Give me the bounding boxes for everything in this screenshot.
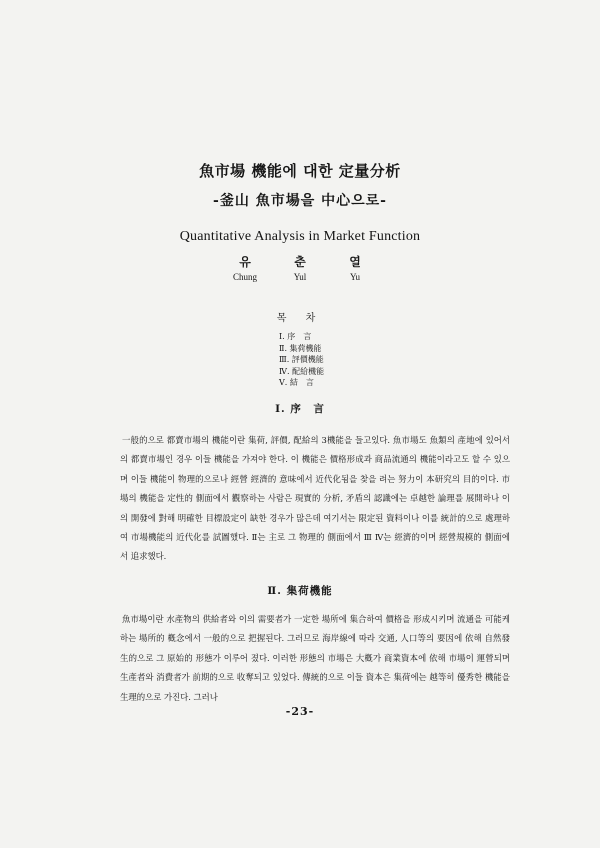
paper-subtitle: -釜山 魚市場을 中心으로- bbox=[213, 193, 387, 209]
author-name-romanized bbox=[0, 272, 600, 282]
toc-item: Ⅲ. 評價機能 bbox=[279, 355, 324, 364]
section-body-collection-function bbox=[120, 610, 510, 707]
section-heading-collection-function: Ⅱ. 集荷機能 bbox=[267, 585, 333, 597]
toc-item: Ⅰ. 序 言 bbox=[279, 332, 312, 341]
english-title: Quantitative Analysis in Market Function bbox=[179, 229, 421, 244]
paragraph: 魚市場이란 水產物의 供給者와 이의 需要者가 一定한 場所에 集合하여 價格을 形成시키며 流通을 可能케하는 場所的 槪念에서 一般的으로 把握된다. 그러므로 海岸線에 따라 交通, 人口等의 要因에 依해 自然發生的으로 그 原始的 形態가 이루어 졌다. 이러한 形態의 市場은 大槪가 商業資本에 依해 市場이 運營되며 生產者와 消費者가 前期的으로 收奪되고 있었다. 傳統的으로 이들 資本은 集荷에는 越等히 優秀한 機能을 生理的으로 가진다. 그러나 bbox=[120, 614, 510, 702]
author-char: 열 bbox=[349, 255, 361, 269]
toc-item: Ⅳ. 配給機能 bbox=[279, 366, 325, 376]
author-char: 춘 bbox=[294, 255, 306, 269]
toc-item: Ⅴ. 結 言 bbox=[279, 378, 314, 387]
section-heading-introduction: Ⅰ. 序 言 bbox=[275, 403, 325, 415]
paragraph: 一般的으로 都賣市場의 機能이란 集荷, 評價, 配給의 3機能을 들고있다. 魚市場도 魚類의 產地에 있어서의 都賣市場인 경우 이들 機能을 가져야 한다. 이 機能은 價格形成과 商品流通의 機能이라고도 할 수 있으며 이들 機能이 物理的으로나 經營 經濟的 意味에서 近代化됨을 찾을 려는 努力이 本研究의 目的이다. 市場의 機能을 定性的 側面에서 觀察하는 사람은 現實的 分析, 矛盾의 認識에는 卓越한 論理를 展開하나 이의 開發에 對해 明確한 目標設定이 缺한 경우가 많은데 여기서는 限定된 資料이나 이를 統計的으로 處理하여 市場機能의 近代化를 試圖했다. Ⅱ는 主로 그 物理的 側面에서 Ⅲ Ⅳ는 經濟的이며 經營規模的 側面에서 追求했다. bbox=[120, 435, 510, 562]
section-body-introduction bbox=[120, 431, 510, 567]
author-name-korean bbox=[0, 253, 600, 270]
author-char: 유 bbox=[239, 255, 251, 269]
author-part: Chung bbox=[232, 272, 257, 282]
author-part: Yu bbox=[349, 272, 360, 282]
author-part: Yul bbox=[293, 272, 307, 282]
table-of-contents bbox=[279, 331, 324, 389]
toc-heading: 목 차 bbox=[276, 313, 324, 324]
toc-item: Ⅱ. 集荷機能 bbox=[279, 343, 322, 353]
page-number: -23- bbox=[285, 705, 315, 718]
paper-title: 魚市場 機能에 대한 定量分析 bbox=[199, 162, 401, 180]
